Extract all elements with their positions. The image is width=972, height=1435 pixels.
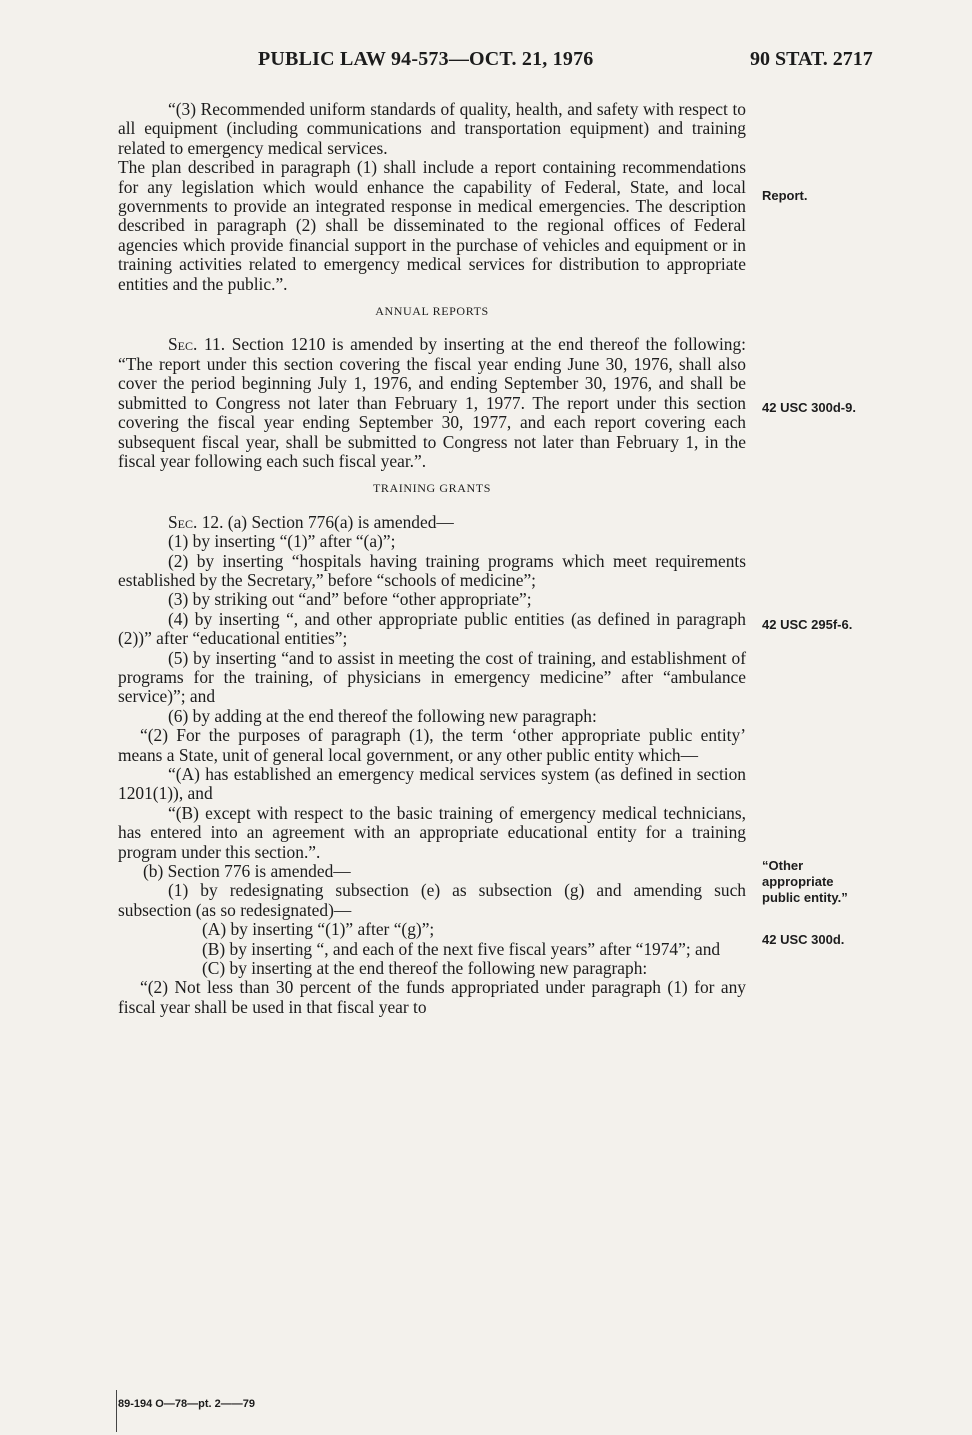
amendment-a6: (6) by adding at the end thereof the following new paragraph: xyxy=(168,705,597,726)
subsection-b1-c: (C) by inserting at the end thereof the following new paragraph: xyxy=(202,958,648,979)
section-12 xyxy=(118,513,746,532)
amendment-clause-b: “(B) except with respect to the basic training of emergency medical technicians, has entered into an agreement with an appropriate educational entity for a training program under this section.”. xyxy=(118,802,746,862)
paragraph-standards: “(3) Recommended uniform standards of quality, health, and safety with respect to all equipment (including communications and transportation equipment) and training related to emergency medical services. xyxy=(118,99,746,158)
running-header-title: PUBLIC LAW 94-573—OCT. 21, 1976 xyxy=(258,48,594,70)
amendment-definition: “(2) For the purposes of paragraph (1), the term ‘other appropriate public entity’ means a State, unit of general local government, or any other public entity which— xyxy=(118,725,746,765)
section-11-label: Sec. 11. xyxy=(168,334,226,355)
heading-training-grants: TRAINING GRANTS xyxy=(373,481,491,496)
section-12-label: Sec. 12. xyxy=(168,511,224,532)
amendment-a1: (1) by inserting “(1)” after “(a)”; xyxy=(168,531,396,552)
footer-rule xyxy=(116,1390,117,1432)
margin-note-other-line3: public entity.” xyxy=(762,890,848,905)
subsection-b1-b: (B) by inserting “, and each of the next five fiscal years” after “1974”; and xyxy=(202,938,721,959)
section-12-text: (a) Section 776(a) is amended— xyxy=(223,511,454,532)
subsection-b1: (1) by redesignating subsection (e) as subsection (g) and amending such subsection (as so redesignated)— xyxy=(118,880,746,920)
margin-note-other-line2: appropriate xyxy=(762,874,834,889)
margin-note-report: Report. xyxy=(762,188,808,203)
section-11-text: Section 1210 is amended by inserting at the end thereof the following: “The report under this section covering the fiscal year ending June 30, 1976, shall also cover the period beginning July 1, 1976, and ending September 30, 1976, and shall be submitted to Congress not later than February 1, 1977. The report under this section covering the fiscal year ending September 30, 1977, and each report covering each subsequent fiscal year, shall be submitted to Congress not later than February 1, in the fiscal year following each such fiscal year.”. xyxy=(118,334,746,471)
footer-print-code: 89-194 O—78—pt. 2——79 xyxy=(118,1398,255,1410)
heading-annual-reports: ANNUAL REPORTS xyxy=(375,304,489,319)
running-header-page-number: 90 STAT. 2717 xyxy=(750,48,873,70)
amendment-clause-a: “(A) has established an emergency medical services system (as defined in section 1201(1)), and xyxy=(118,764,746,804)
margin-note-usc-295f-6: 42 USC 295f-6. xyxy=(762,617,853,632)
new-paragraph-2: “(2) Not less than 30 percent of the funds appropriated under paragraph (1) for any fiscal year shall be used in that fiscal year to xyxy=(118,977,746,1017)
amendment-a4: (4) by inserting “, and other appropriate public entities (as defined in paragraph (2))” after “educational entities”; xyxy=(118,608,746,649)
margin-note-other-appropriate xyxy=(762,858,848,906)
margin-note-other-line1: “Other xyxy=(762,858,804,873)
subsection-b1-a: (A) by inserting “(1)” after “(g)”; xyxy=(202,919,435,940)
paragraph-plan: The plan described in paragraph (1) shall include a report containing recommendations for any legislation which would enhance the capability of Federal, State, and local governments to provide an integrated response in medical emergencies. The description described in paragraph (2) shall be disseminated to the regional offices of Federal agencies which provide financial support in the purchase of vehicles and equipment or in training activities related to emergency medical services for distribution to appropriate entities and the public.”. xyxy=(118,157,746,294)
body-text xyxy=(118,100,746,1017)
margin-note-usc-300d: 42 USC 300d. xyxy=(762,932,845,947)
subsection-b: (b) Section 776 is amended— xyxy=(143,861,351,882)
margin-note-usc-300d-9: 42 USC 300d-9. xyxy=(762,400,856,415)
amendment-a2: (2) by inserting “hospitals having training programs which meet requirements established by the Secretary,” before “schools of medicine”; xyxy=(118,550,746,590)
section-11 xyxy=(118,335,746,471)
amendment-a5: (5) by inserting “and to assist in meeting the cost of training, and establishment of programs for the training, of physicians in emergency medicine” after “ambulance service)”; and xyxy=(118,647,746,707)
amendment-a3: (3) by striking out “and” before “other appropriate”; xyxy=(168,589,532,610)
